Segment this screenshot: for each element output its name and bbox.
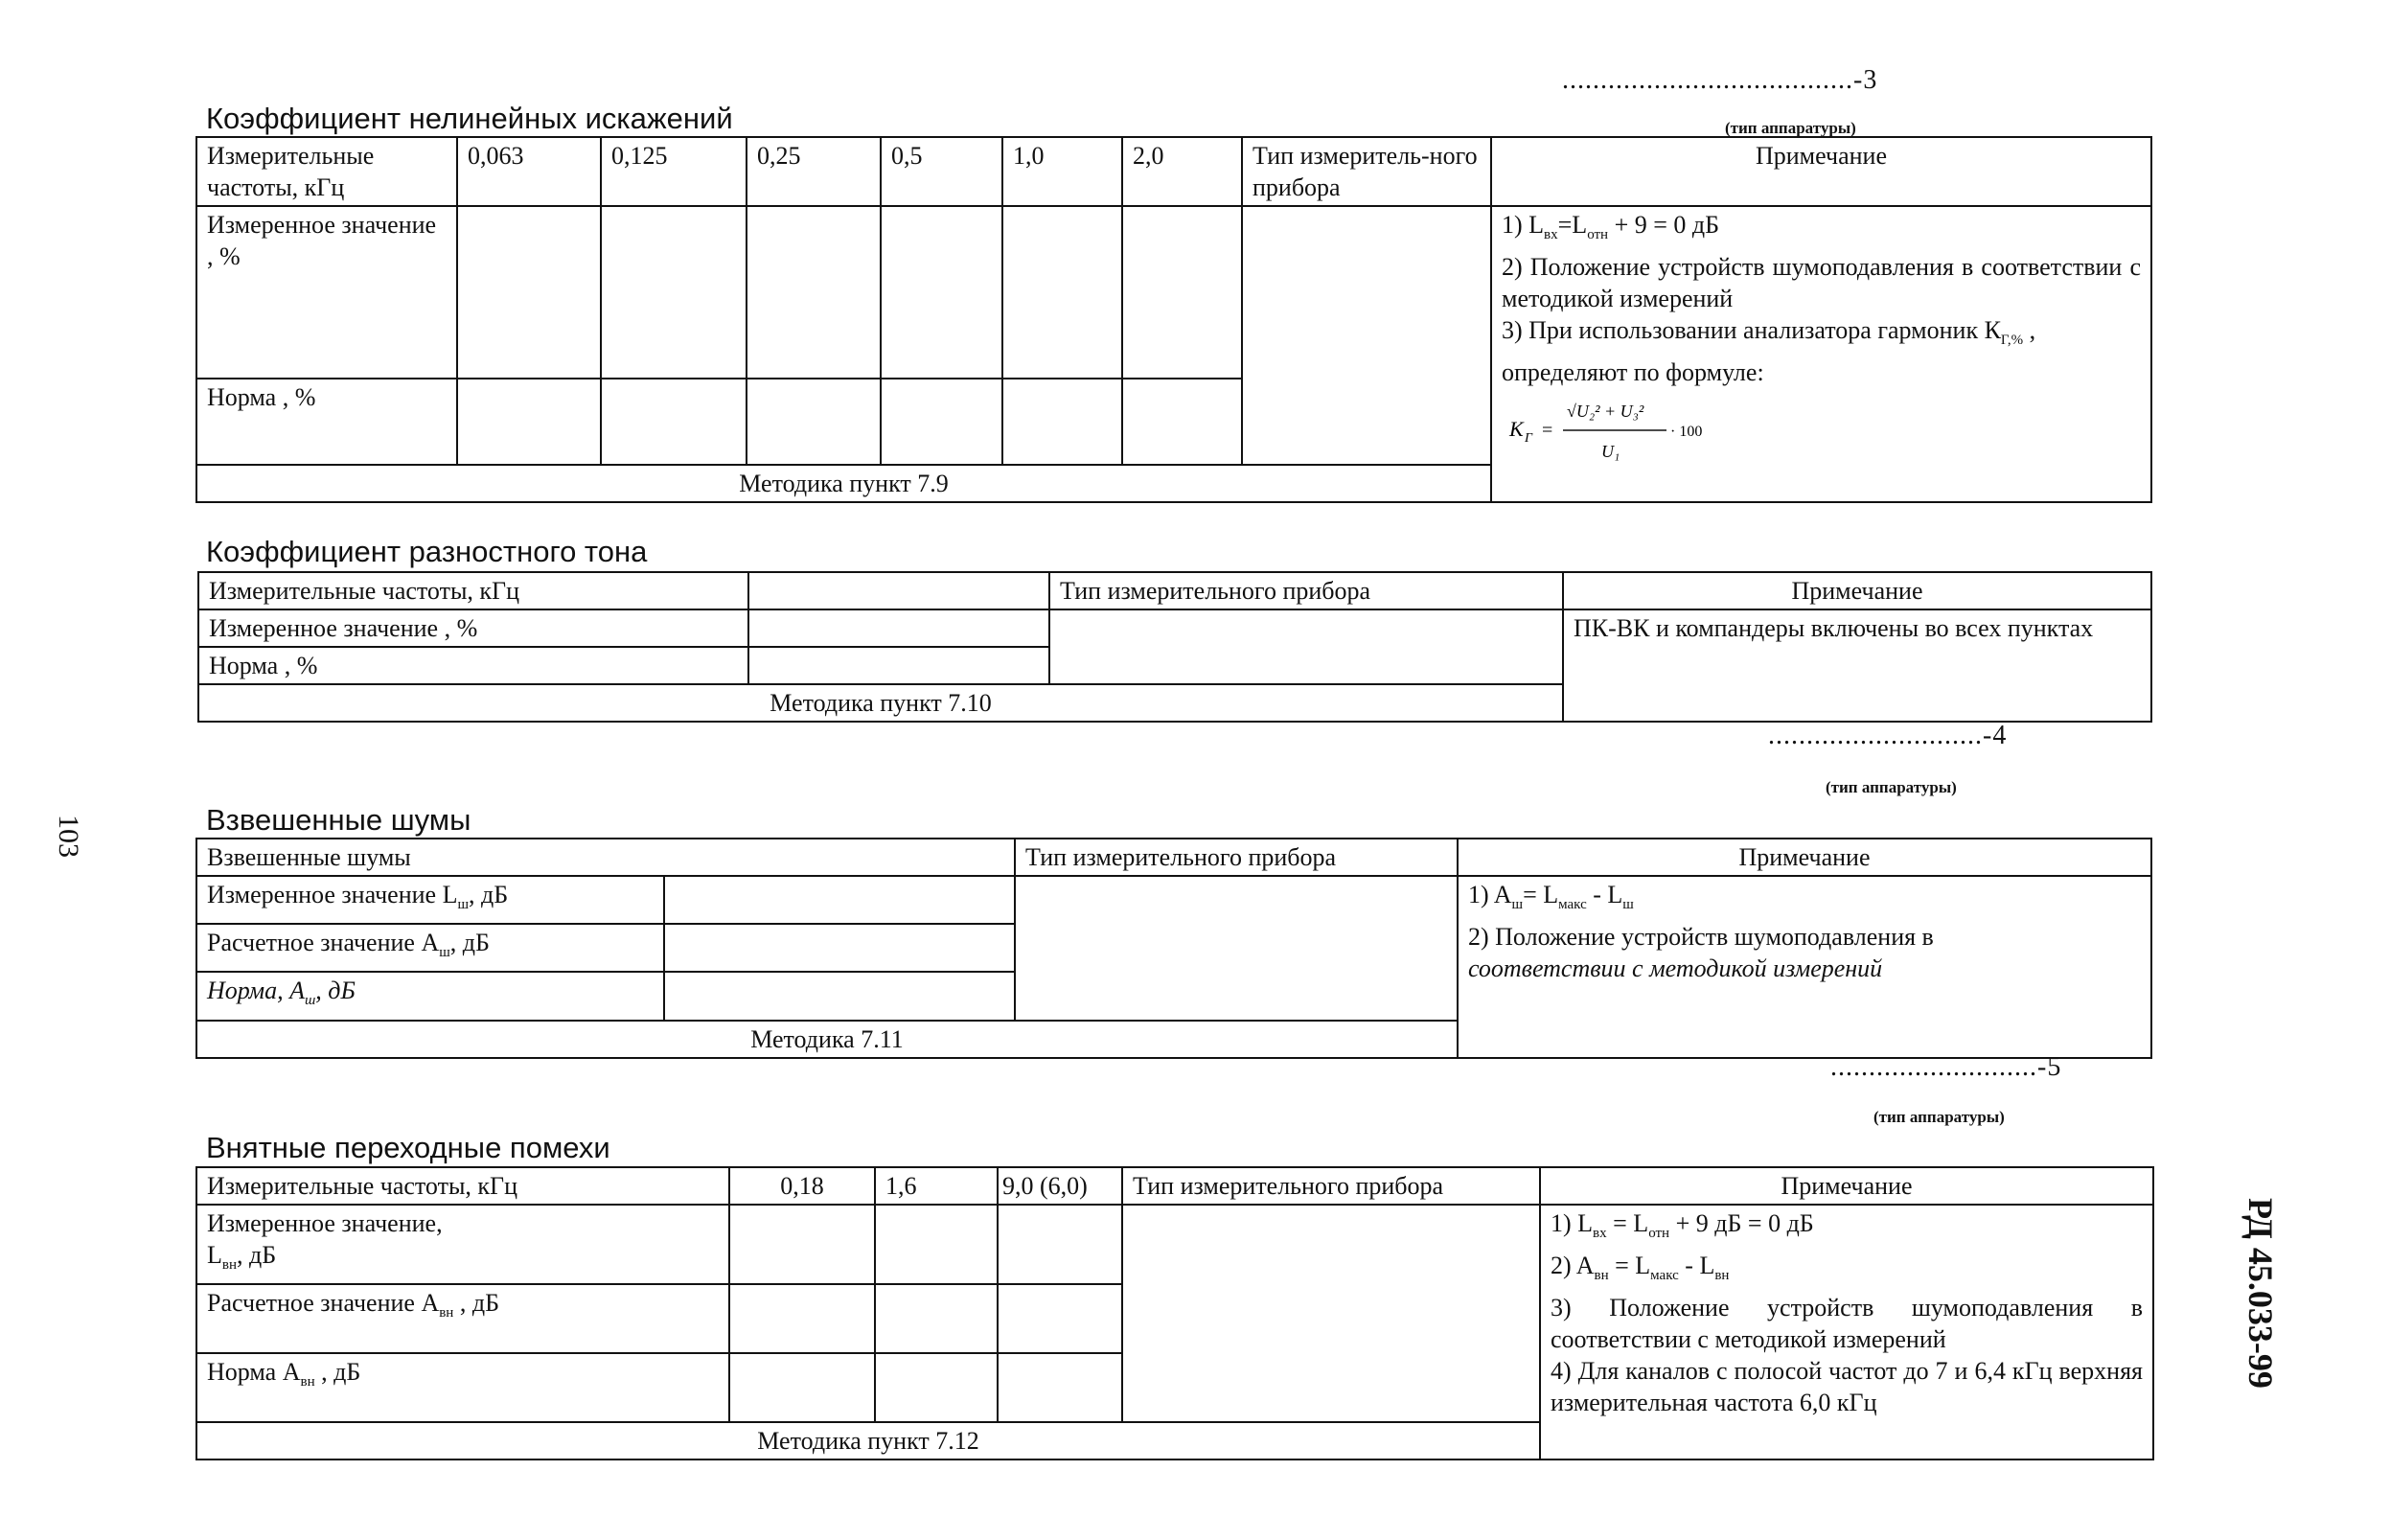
svg-text:=: = <box>1542 420 1553 442</box>
measured-label-text: Измеренное значение, <box>207 1209 443 1237</box>
apparatus-dots-4: ............................-4 <box>1768 721 2008 750</box>
svg-text:K: K <box>1509 417 1524 442</box>
instrument-cell[interactable] <box>1015 876 1458 1021</box>
freq-cell: 1,6 <box>875 1167 998 1205</box>
section-title-crosstalk: Внятные переходные помехи <box>206 1131 610 1164</box>
note-line-4: 4) Для каналов с полосой частот до 7 и 6,4 кГц верхняя измерительная частота 6,0 кГц <box>1551 1357 2143 1417</box>
header-label-cell: Взвешенные шумы <box>196 839 1015 876</box>
note-line-1: 1) $L_{вх}=L_{отн} + 9 = 0$ дБ <box>1502 211 1720 243</box>
instrument-cell[interactable] <box>1242 206 1491 465</box>
crosstalk-table <box>195 1166 2154 1460</box>
freq-cell: 0,5 <box>881 137 1002 206</box>
note-header-cell: Примечание <box>1458 839 2151 876</box>
note-line-2: 2) Положение устройств шумоподавления в <box>1468 923 1934 952</box>
value-cell[interactable] <box>881 206 1002 379</box>
freq-cell: 0,18 <box>729 1167 875 1205</box>
freq-cell: 0,063 <box>457 137 601 206</box>
instrument-label-cell: Тип измерительного прибора <box>1049 572 1563 609</box>
freq-cell: 9,0 (6,0) <box>998 1167 1122 1205</box>
freq-label-cell: Измерительные частоты, кГц <box>196 1167 729 1205</box>
formula-graphic <box>1502 390 1751 469</box>
norm-cell[interactable] <box>875 1353 998 1422</box>
norm-cell[interactable] <box>881 379 1002 465</box>
method-cell: Методика пункт 7.9 <box>196 465 1491 502</box>
note-cell <box>1540 1205 2153 1460</box>
svg-text:Г: Г <box>1525 431 1532 447</box>
value-cell[interactable] <box>1002 206 1122 379</box>
apparatus-dots-5: ...........................-5 <box>1830 1052 2062 1082</box>
value-cell[interactable] <box>875 1205 998 1284</box>
calc-label-cell: Расчетное значение $A_{вн}$ , дБ <box>196 1284 729 1353</box>
measured-label-cell: Измеренное значение $L_ш$, дБ <box>196 876 664 924</box>
svg-text:√U₂² + U₃²: √U₂² + U₃² <box>1567 402 1644 422</box>
value-cell[interactable] <box>748 609 1049 647</box>
norm-cell[interactable] <box>1122 379 1242 465</box>
instrument-label-cell: Тип измерительного прибора <box>1015 839 1458 876</box>
calc-cell[interactable] <box>729 1284 875 1353</box>
freq-value-cell[interactable] <box>748 572 1049 609</box>
calc-label-cell: Расчетное значение $A_ш$, дБ <box>196 924 664 972</box>
difference-tone-table <box>197 571 2152 723</box>
measured-unit: $L_{вн}$, дБ <box>207 1241 277 1274</box>
method-cell: Методика пункт 7.12 <box>196 1422 1540 1460</box>
note-text: ПК-ВК и компандеры включены во всех пунктах <box>1574 614 2094 642</box>
value-cell[interactable] <box>1122 206 1242 379</box>
norm-cell[interactable] <box>601 379 747 465</box>
instrument-cell[interactable] <box>1122 1205 1540 1422</box>
measured-label-cell: Измеренное значение , % <box>198 609 748 647</box>
value-cell[interactable] <box>664 876 1015 924</box>
note-cell <box>1491 206 2151 502</box>
note-header-cell: Примечание <box>1491 137 2151 206</box>
freq-label-cell: Измерительные частоты, кГц <box>196 137 457 206</box>
norm-cell[interactable] <box>1002 379 1122 465</box>
note-cell <box>1563 609 2151 722</box>
note-line-1: 1) $L_{вх} = L_{отн} + 9$ дБ = 0 дБ <box>1551 1209 1814 1242</box>
value-cell[interactable] <box>998 1205 1122 1284</box>
norm-cell[interactable] <box>457 379 601 465</box>
norm-label-cell: Норма , % <box>198 647 748 684</box>
note-line-2: 2) $A_{вн} = L_{макс} - L_{вн}$ <box>1551 1252 1730 1284</box>
measured-label-cell <box>196 1205 729 1284</box>
weighted-noise-table <box>195 838 2152 1059</box>
note-line-2: 2) Положение устройств шумоподавления в соответствии с методикой измерений <box>1502 253 2141 313</box>
instrument-label-cell: Тип измерительного прибора <box>1122 1167 1540 1205</box>
value-cell[interactable] <box>457 206 601 379</box>
instrument-cell[interactable] <box>1049 609 1563 684</box>
svg-text:· 100: · 100 <box>1670 424 1703 441</box>
note-cell <box>1458 876 2151 1058</box>
norm-cell[interactable] <box>748 647 1049 684</box>
section-title-difference-tone: Коэффициент разностного тона <box>206 535 648 568</box>
nonlinear-distortion-table <box>195 136 2152 503</box>
freq-cell: 1,0 <box>1002 137 1122 206</box>
freq-label-cell: Измерительные частоты, кГц <box>198 572 748 609</box>
instrument-label-cell: Тип измеритель-ного прибора <box>1242 137 1491 206</box>
norm-cell[interactable] <box>664 972 1015 1020</box>
freq-cell: 0,25 <box>747 137 881 206</box>
section-title-weighted-noise: Взвешенные шумы <box>206 803 471 837</box>
note-header-cell: Примечание <box>1563 572 2151 609</box>
document-code: РД 45.033-99 <box>2241 1198 2280 1389</box>
note-header-cell: Примечание <box>1540 1167 2153 1205</box>
norm-label-cell: Норма $A_{вн}$ , дБ <box>196 1353 729 1422</box>
norm-label-cell: Норма , % <box>196 379 457 465</box>
note-line-1: 1) $A_ш= L_{макс} - L_ш$ <box>1468 881 1634 913</box>
note-line-3: соответствии с методикой измерений <box>1468 954 1883 983</box>
norm-cell[interactable] <box>729 1353 875 1422</box>
norm-cell[interactable] <box>747 379 881 465</box>
page-number: 103 <box>53 815 84 858</box>
apparatus-type-note: (тип аппаратуры) <box>1725 119 1856 137</box>
section-title-nonlinear-distortion: Коэффициент нелинейных искажений <box>206 102 733 135</box>
freq-cell: 0,125 <box>601 137 747 206</box>
method-cell: Методика пункт 7.10 <box>198 684 1563 722</box>
calc-cell[interactable] <box>998 1284 1122 1353</box>
apparatus-type-note: (тип аппаратуры) <box>1873 1108 2005 1126</box>
svg-text:U₁: U₁ <box>1601 442 1620 462</box>
method-cell: Методика 7.11 <box>196 1021 1458 1058</box>
norm-cell[interactable] <box>998 1353 1122 1422</box>
note-line-3: 3) Положение устройств шумоподавления в соответствии с методикой измерений <box>1551 1294 2143 1354</box>
value-cell[interactable] <box>747 206 881 379</box>
value-cell[interactable] <box>664 924 1015 972</box>
calc-cell[interactable] <box>875 1284 998 1353</box>
note-line-3: 3) При использовании анализатора гармоник $К_{Г,\%}$ , определяют по формуле: <box>1502 316 2036 387</box>
freq-cell: 2,0 <box>1122 137 1242 206</box>
value-cell[interactable] <box>729 1205 875 1284</box>
value-cell[interactable] <box>601 206 747 379</box>
measured-label-cell: Измеренное значение , % <box>196 206 457 379</box>
apparatus-dots-3: ......................................-3 <box>1562 65 1878 95</box>
apparatus-type-note: (тип аппаратуры) <box>1826 778 1957 796</box>
norm-label-cell: Норма, $A_ш$, дБ <box>196 972 664 1020</box>
harmonic-formula <box>1502 390 2141 476</box>
